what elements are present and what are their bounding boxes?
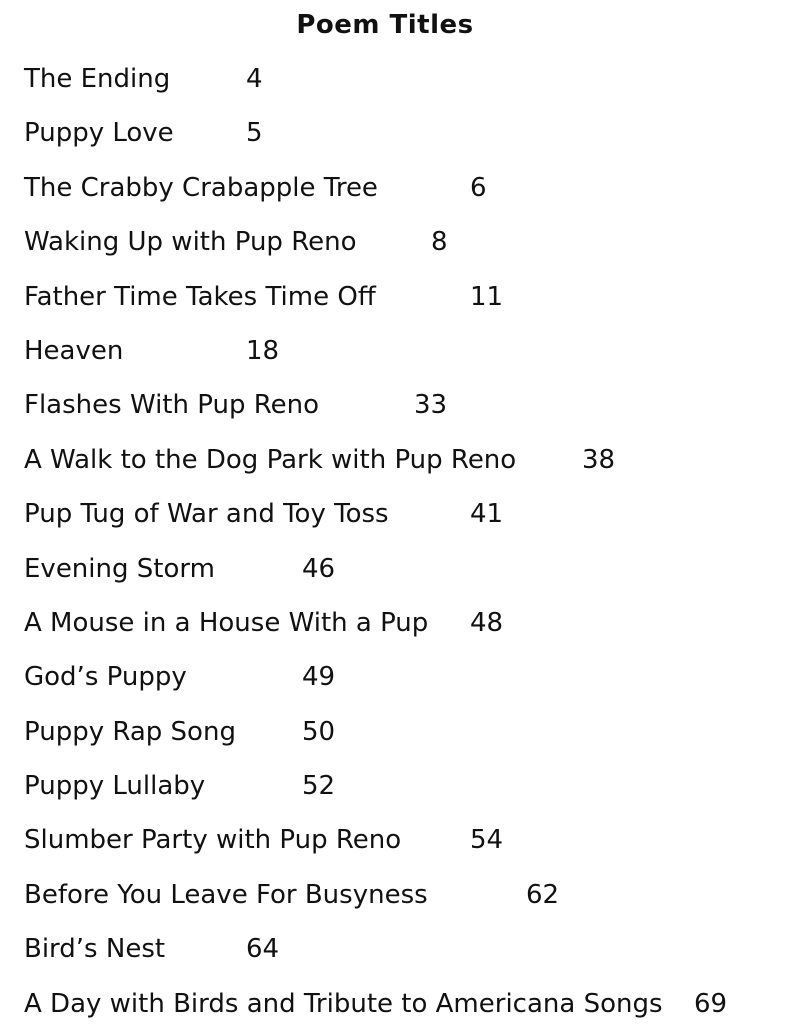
list-item: [24, 106, 784, 160]
page-number: 62: [526, 879, 560, 910]
page-number: 52: [302, 771, 336, 802]
list-item: [24, 542, 784, 596]
page-number: 54: [470, 825, 504, 856]
poem-title: Waking Up with Pup Reno: [24, 227, 357, 258]
list-item: [24, 650, 784, 704]
page-number: 33: [414, 390, 448, 421]
page-number: 49: [302, 662, 336, 693]
poem-title: Flashes With Pup Reno: [24, 390, 319, 421]
list-item: [24, 922, 784, 976]
list-item: [24, 270, 784, 324]
poem-title: Puppy Rap Song: [24, 716, 236, 747]
list-item: [24, 868, 784, 922]
list-item: [24, 977, 784, 1031]
poem-title: A Walk to the Dog Park with Pup Reno: [24, 444, 517, 475]
page-number: 41: [470, 499, 504, 530]
page-number: 46: [302, 553, 336, 584]
list-item: [24, 215, 784, 269]
page-number: 6: [470, 172, 487, 203]
list-item: [24, 324, 784, 378]
poem-title: Heaven: [24, 335, 124, 366]
page-number: 38: [582, 444, 616, 475]
poem-title: Puppy Love: [24, 118, 174, 149]
list-item: [24, 813, 784, 867]
page-number: 64: [246, 934, 280, 965]
poem-title: Bird’s Nest: [24, 934, 166, 965]
page-title: Poem Titles: [296, 10, 474, 40]
poem-title: Evening Storm: [24, 553, 215, 584]
page-number: 18: [246, 335, 280, 366]
page-number: 4: [246, 64, 263, 94]
poem-title: Slumber Party with Pup Reno: [24, 825, 402, 856]
list-item: [24, 705, 784, 759]
list-item: [24, 378, 784, 432]
poem-title: Before You Leave For Busyness: [24, 879, 428, 910]
poem-title: Father Time Takes Time Off: [24, 281, 376, 312]
page-number: 8: [431, 227, 448, 258]
list-item: [24, 161, 784, 215]
poem-title: The Ending: [24, 64, 171, 94]
poem-title: Puppy Lullaby: [24, 771, 206, 802]
list-item: [24, 487, 784, 541]
poem-title: The Crabby Crabapple Tree: [24, 172, 378, 203]
page-number: 50: [302, 716, 336, 747]
page-number: 69: [694, 988, 728, 1019]
list-item: [24, 433, 784, 487]
page-number: 48: [470, 607, 504, 638]
page-number: 5: [246, 118, 263, 149]
table-of-contents: [24, 52, 784, 1031]
list-item: [24, 596, 784, 650]
poem-title: A Mouse in a House With a Pup: [24, 607, 429, 638]
list-item: [24, 759, 784, 813]
list-item: [24, 52, 784, 106]
poem-title: God’s Puppy: [24, 662, 187, 693]
poem-title: Pup Tug of War and Toy Toss: [24, 499, 389, 530]
poem-title: A Day with Birds and Tribute to Americana Songs: [24, 988, 663, 1019]
page-number: 11: [470, 281, 504, 312]
